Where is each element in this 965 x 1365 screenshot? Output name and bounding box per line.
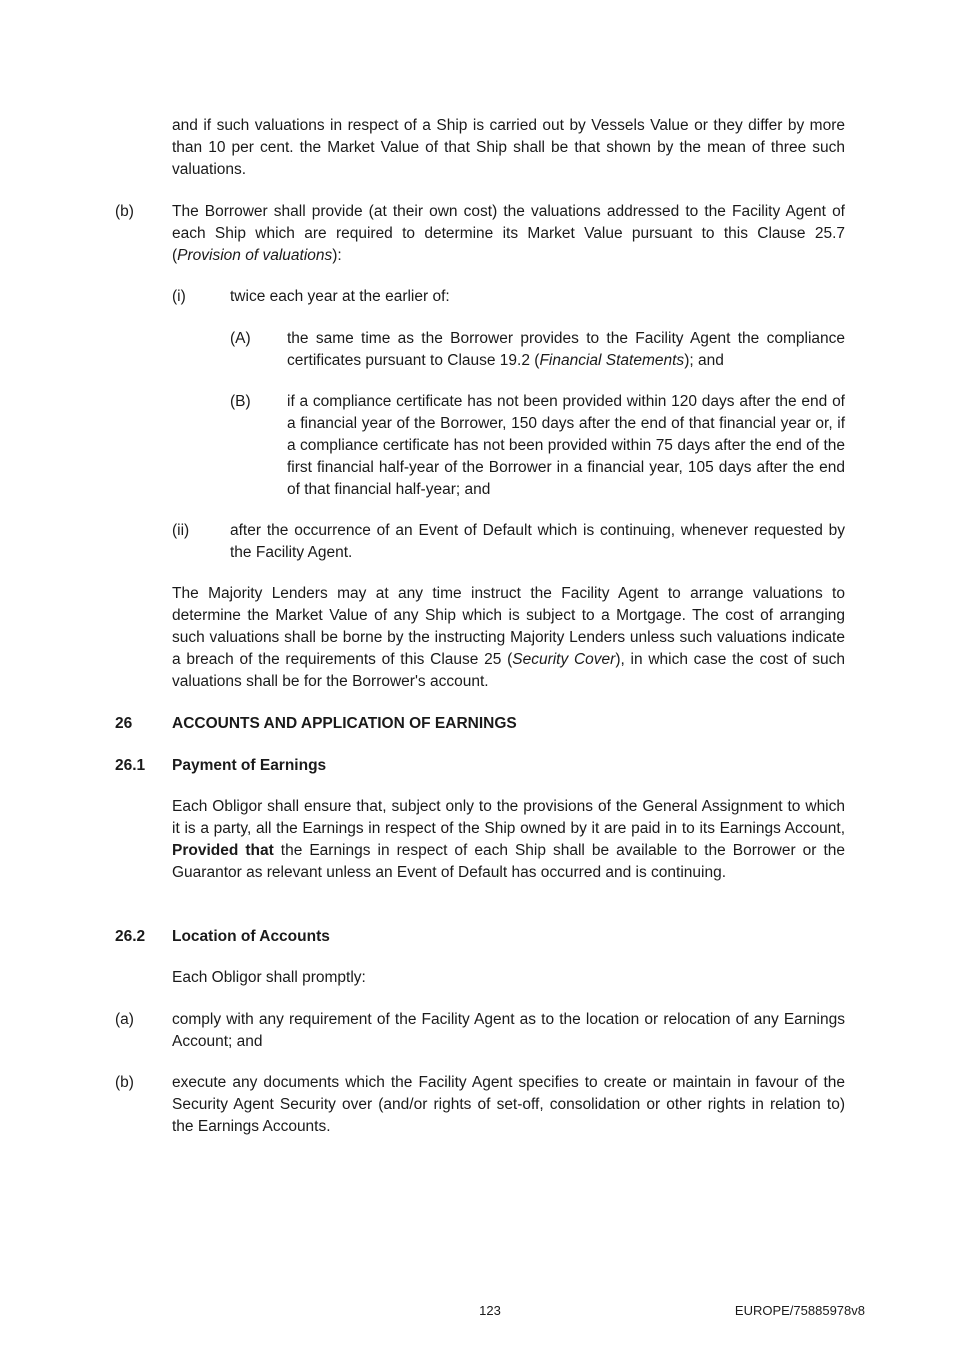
item-b-paragraph bbox=[172, 201, 845, 267]
item-B-label: (B) bbox=[230, 393, 251, 410]
majority-italic: Security Cover bbox=[512, 651, 616, 668]
provided-that-bold: Provided that bbox=[172, 842, 274, 859]
majority-text-1: The Majority Lenders may at any time instruct the Facility Agent to arrange valuations to determine the Market Value of any Ship which is subject to a Mortgage. The cost of arranging such valuations shall be borne by the instructing Majority Lenders unless such valuations indicate a breach of the requirements of this Clause 25 ( bbox=[172, 585, 845, 668]
document-reference: EUROPE/75885978v8 bbox=[734, 1303, 865, 1318]
item-i-text: twice each year at the earlier of: bbox=[230, 288, 450, 305]
item-B-text: if a compliance certificate has not been provided within 120 days after the end of a financial year of the Borrower, 150 days after the end of that financial year or, if a compliance certificate has not been provided within 75 days after the end of the first financial half-year of the Borrower in a financial year, 105 days after the end of that financial half-year; and bbox=[287, 393, 845, 498]
clause-26-1-text-1: Each Obligor shall ensure that, subject only to the provisions of the General Assignment to which it is a party, all the Earnings in respect of the Ship owned by it are paid in to its Earnings Account, bbox=[172, 798, 845, 837]
clause-26-2-item-b bbox=[172, 1072, 845, 1138]
clause-26-1-text-2: the Earnings in respect of each Ship shall be available to the Borrower or the Guarantor as relevant unless an Event of Default has occurred and is continuing. bbox=[172, 842, 846, 881]
item-ii-text: after the occurrence of an Event of Default which is continuing, whenever requested by the Facility Agent. bbox=[230, 522, 845, 561]
item-b-text-2: ): bbox=[332, 247, 342, 264]
item-A-text-2: ); and bbox=[684, 352, 724, 369]
clause-26-1-paragraph bbox=[172, 796, 845, 884]
item-ii-paragraph bbox=[230, 520, 845, 564]
clause-26-1-title: Payment of Earnings bbox=[172, 757, 327, 774]
item-A-text-1: the same time as the Borrower provides to the Facility Agent the compliance certificates pursuant to Clause 19.2 ( bbox=[287, 330, 845, 369]
clause-26-2-intro bbox=[172, 967, 845, 989]
item-i-label: (i) bbox=[172, 288, 186, 305]
clause-26-2-item-a-text: comply with any requirement of the Facility Agent as to the location or relocation of any Earnings Account; and bbox=[172, 1011, 845, 1050]
clause-26-2-item-b-text: execute any documents which the Facility Agent specifies to create or maintain in favour of the Security Agent Security over (and/or rights of set-off, consolidation or other rights in relation to) the Earnings Accounts. bbox=[172, 1074, 845, 1135]
clause-26-number: 26 bbox=[115, 715, 133, 732]
clause-26-2-item-a bbox=[172, 1009, 845, 1053]
clause-26-title: ACCOUNTS AND APPLICATION OF EARNINGS bbox=[172, 715, 517, 732]
item-A-italic: Financial Statements bbox=[539, 352, 685, 369]
clause-26-2-title: Location of Accounts bbox=[172, 928, 330, 945]
clause-26-2-intro-text: Each Obligor shall promptly: bbox=[172, 969, 366, 986]
item-b-italic: Provision of valuations bbox=[177, 247, 333, 264]
page-number: 123 bbox=[479, 1303, 501, 1318]
item-b-label: (b) bbox=[115, 203, 134, 220]
item-A-paragraph bbox=[287, 328, 845, 372]
majority-text-2: ), in which case the cost of such valuations shall be for the Borrower's account. bbox=[172, 651, 846, 690]
clause-26-2-item-b-label: (b) bbox=[115, 1074, 134, 1091]
clause-26-1-number: 26.1 bbox=[115, 757, 146, 774]
clause-26-2-number: 26.2 bbox=[115, 928, 146, 945]
clause-26-2-item-a-label: (a) bbox=[115, 1011, 134, 1028]
item-b-text-1: The Borrower shall provide (at their own cost) the valuations addressed to the Facility Agent of each Ship which are required to determine its Market Value pursuant to this Clause 25.7 ( bbox=[172, 203, 845, 264]
intro-paragraph bbox=[172, 115, 845, 181]
item-A-label: (A) bbox=[230, 330, 251, 347]
intro-text: and if such valuations in respect of a Ship is carried out by Vessels Value or they differ by more than 10 per cent. the Market Value of that Ship shall be that shown by the mean of three such valuations. bbox=[172, 117, 845, 178]
item-i-paragraph bbox=[230, 286, 845, 308]
item-ii-label: (ii) bbox=[172, 522, 190, 539]
majority-lenders-paragraph bbox=[172, 583, 845, 693]
item-B-paragraph bbox=[287, 391, 845, 501]
